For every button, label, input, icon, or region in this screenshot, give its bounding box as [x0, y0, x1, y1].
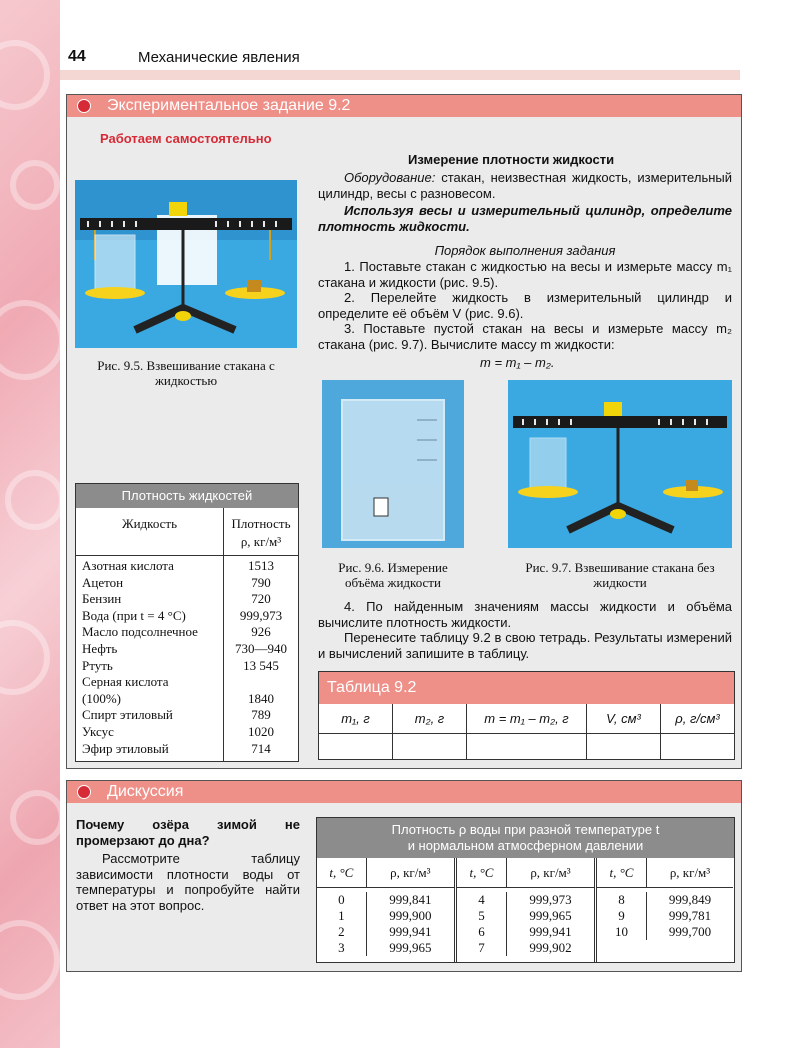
column-m2: m₂, г	[393, 704, 467, 733]
table-cell: 999,849	[668, 892, 712, 907]
table-cell: 999,941	[529, 924, 572, 939]
task-title: Измерение плотности жидкости	[408, 152, 615, 167]
table-cell: 999,700	[668, 924, 712, 939]
figure-9-5-photo	[75, 180, 297, 348]
water-density-table-body	[317, 858, 734, 962]
figure-9-7-photo	[508, 380, 732, 548]
table-9-2	[318, 671, 735, 760]
table-cell: 999,902	[529, 940, 572, 955]
table-row: Спирт этиловый 789	[82, 707, 271, 723]
liquid-density-table-title: Плотность жидкостей	[76, 484, 298, 508]
step-3: 3. Поставьте пустой стакан на весы и измерьте массу m₂ стакана (рис. 9.7). Вычислите массу m жидкости:	[318, 321, 732, 352]
table-9-2-empty-row	[319, 734, 734, 759]
column-m: m = m₁ – m₂, г	[467, 704, 587, 733]
table-row: Ртуть 13 545	[82, 657, 279, 673]
work-independently-heading: Работаем самостоятельно	[100, 131, 272, 146]
equipment-label: Оборудование:	[344, 170, 436, 185]
table-cell: 2	[338, 924, 345, 939]
table-row: Эфир этиловый 714	[82, 740, 271, 756]
column-density-unit: ρ, кг/м³	[240, 534, 282, 549]
table-cell: 8	[618, 892, 625, 907]
mass-formula: m = m₁ – m₂.	[480, 355, 555, 370]
water-density-table-title	[317, 818, 734, 858]
table-cell: 999,965	[389, 940, 432, 955]
discussion-title: Дискуссия	[107, 783, 184, 800]
table-cell: 5	[478, 908, 485, 923]
table-row: Нефть 730—940	[82, 640, 287, 656]
water-table-title-line-1: Плотность ρ воды при разной температуре t	[391, 822, 660, 837]
page-number: 44	[68, 48, 86, 65]
liquid-density-rows	[76, 558, 298, 757]
figure-9-6-caption: Рис. 9.6. Измерение объёма жидкости	[338, 560, 448, 590]
order-title: Порядок выполнения задания	[434, 243, 616, 258]
column-liquid: Жидкость	[121, 516, 178, 531]
table-cell: 999,973	[529, 892, 572, 907]
column-rho: ρ, г/см³	[675, 711, 720, 726]
equipment-paragraph	[318, 170, 732, 201]
decorative-margin-strip	[0, 0, 60, 1048]
instruction-text: Используя весы и измерительный цилиндр, определите плотность жидкости.	[318, 203, 732, 234]
table-row: Уксус 1020	[82, 723, 274, 739]
table-cell: 999,941	[389, 924, 432, 939]
step-4: 4. По найденным значениям массы жидкости и объёма вычислите плотность жидкости.	[318, 599, 732, 630]
table-cell: 0	[338, 892, 345, 907]
water-density-table	[316, 817, 735, 963]
transfer-instruction: Перенесите таблицу 9.2 в свою тетрадь. Результаты измерений и вычислений запишите в таблицу.	[318, 630, 732, 661]
table-cell: 7	[478, 940, 485, 955]
table-cell: 999,965	[529, 908, 572, 923]
running-title: Механические явления	[138, 49, 300, 66]
discussion-icon	[77, 785, 91, 799]
table-cell: 9	[618, 908, 625, 923]
table-row: Вода (при t = 4 °C) 999,973	[82, 607, 283, 623]
step-1: 1. Поставьте стакан с жидкостью на весы и измерьте массу m₁ стакана и жидкости (рис. 9.5).	[318, 259, 732, 290]
table-cell: 6	[478, 924, 485, 939]
figure-9-5-caption: Рис. 9.5. Взвешивание стакана с жидкостью	[97, 358, 275, 388]
page-header	[60, 40, 740, 80]
table-9-2-title: Таблица 9.2	[319, 672, 734, 704]
column-density: Плотность	[231, 516, 291, 531]
table-row: Азотная кислота 1513	[82, 558, 274, 573]
water-table-group: t, °C ρ, кг/м³ 8 9 10 999,849 999,781 999,700	[597, 858, 733, 962]
table-9-2-header	[319, 704, 734, 734]
experiment-header	[67, 95, 741, 117]
water-table-title-line-2: и нормальном атмосферном давлении	[407, 838, 644, 853]
table-cell: 1	[338, 908, 345, 923]
water-table-group: t, °C ρ, кг/м³ 4 5 6 7 999,973 999,965 999,941 999,902	[457, 858, 597, 962]
table-cell: 999,781	[668, 908, 712, 923]
table-cell: 4	[478, 892, 485, 907]
column-m1: m₁, г	[319, 704, 393, 733]
table-row: Серная кислота	[82, 674, 169, 690]
table-row: (100%) 1840	[82, 690, 274, 706]
discussion-text: Рассмотрите таблицу зависимости плотности воды от температуры и попробуйте найти ответ на этот вопрос.	[76, 851, 300, 913]
bullet-icon	[77, 99, 91, 113]
table-cell: 999,841	[389, 892, 432, 907]
table-row: Бензин 720	[82, 591, 271, 607]
table-row: Ацетон 790	[82, 574, 271, 590]
discussion-header	[67, 781, 741, 803]
experiment-title: Экспериментальное задание 9.2	[107, 97, 351, 114]
liquid-density-table-header	[76, 508, 298, 556]
table-cell: 3	[338, 940, 345, 955]
table-cell: 10	[615, 924, 628, 939]
table-row: Масло подсолнечное 926	[82, 624, 271, 640]
table-cell: 999,900	[389, 908, 432, 923]
equipment-text: стакан, неизвестная жидкость, измерительный цилиндр, весы с разновесом.	[318, 170, 732, 201]
step-2: 2. Перелейте жидкость в измерительный цилиндр и определите её объём V (рис. 9.6).	[318, 290, 732, 321]
discussion-question: Почему озёра зимой не промерзают до дна?	[76, 817, 300, 848]
figure-9-6-photo	[322, 380, 464, 548]
header-bar	[60, 70, 740, 80]
water-table-group: t, °C ρ, кг/м³ 0 1 2 3 999,841 999,900 999,941 999,965	[317, 858, 457, 962]
figure-9-7-caption: Рис. 9.7. Взвешивание стакана без жидкости	[525, 560, 715, 590]
column-v: V, см³	[587, 704, 661, 733]
liquid-density-table	[75, 483, 299, 762]
